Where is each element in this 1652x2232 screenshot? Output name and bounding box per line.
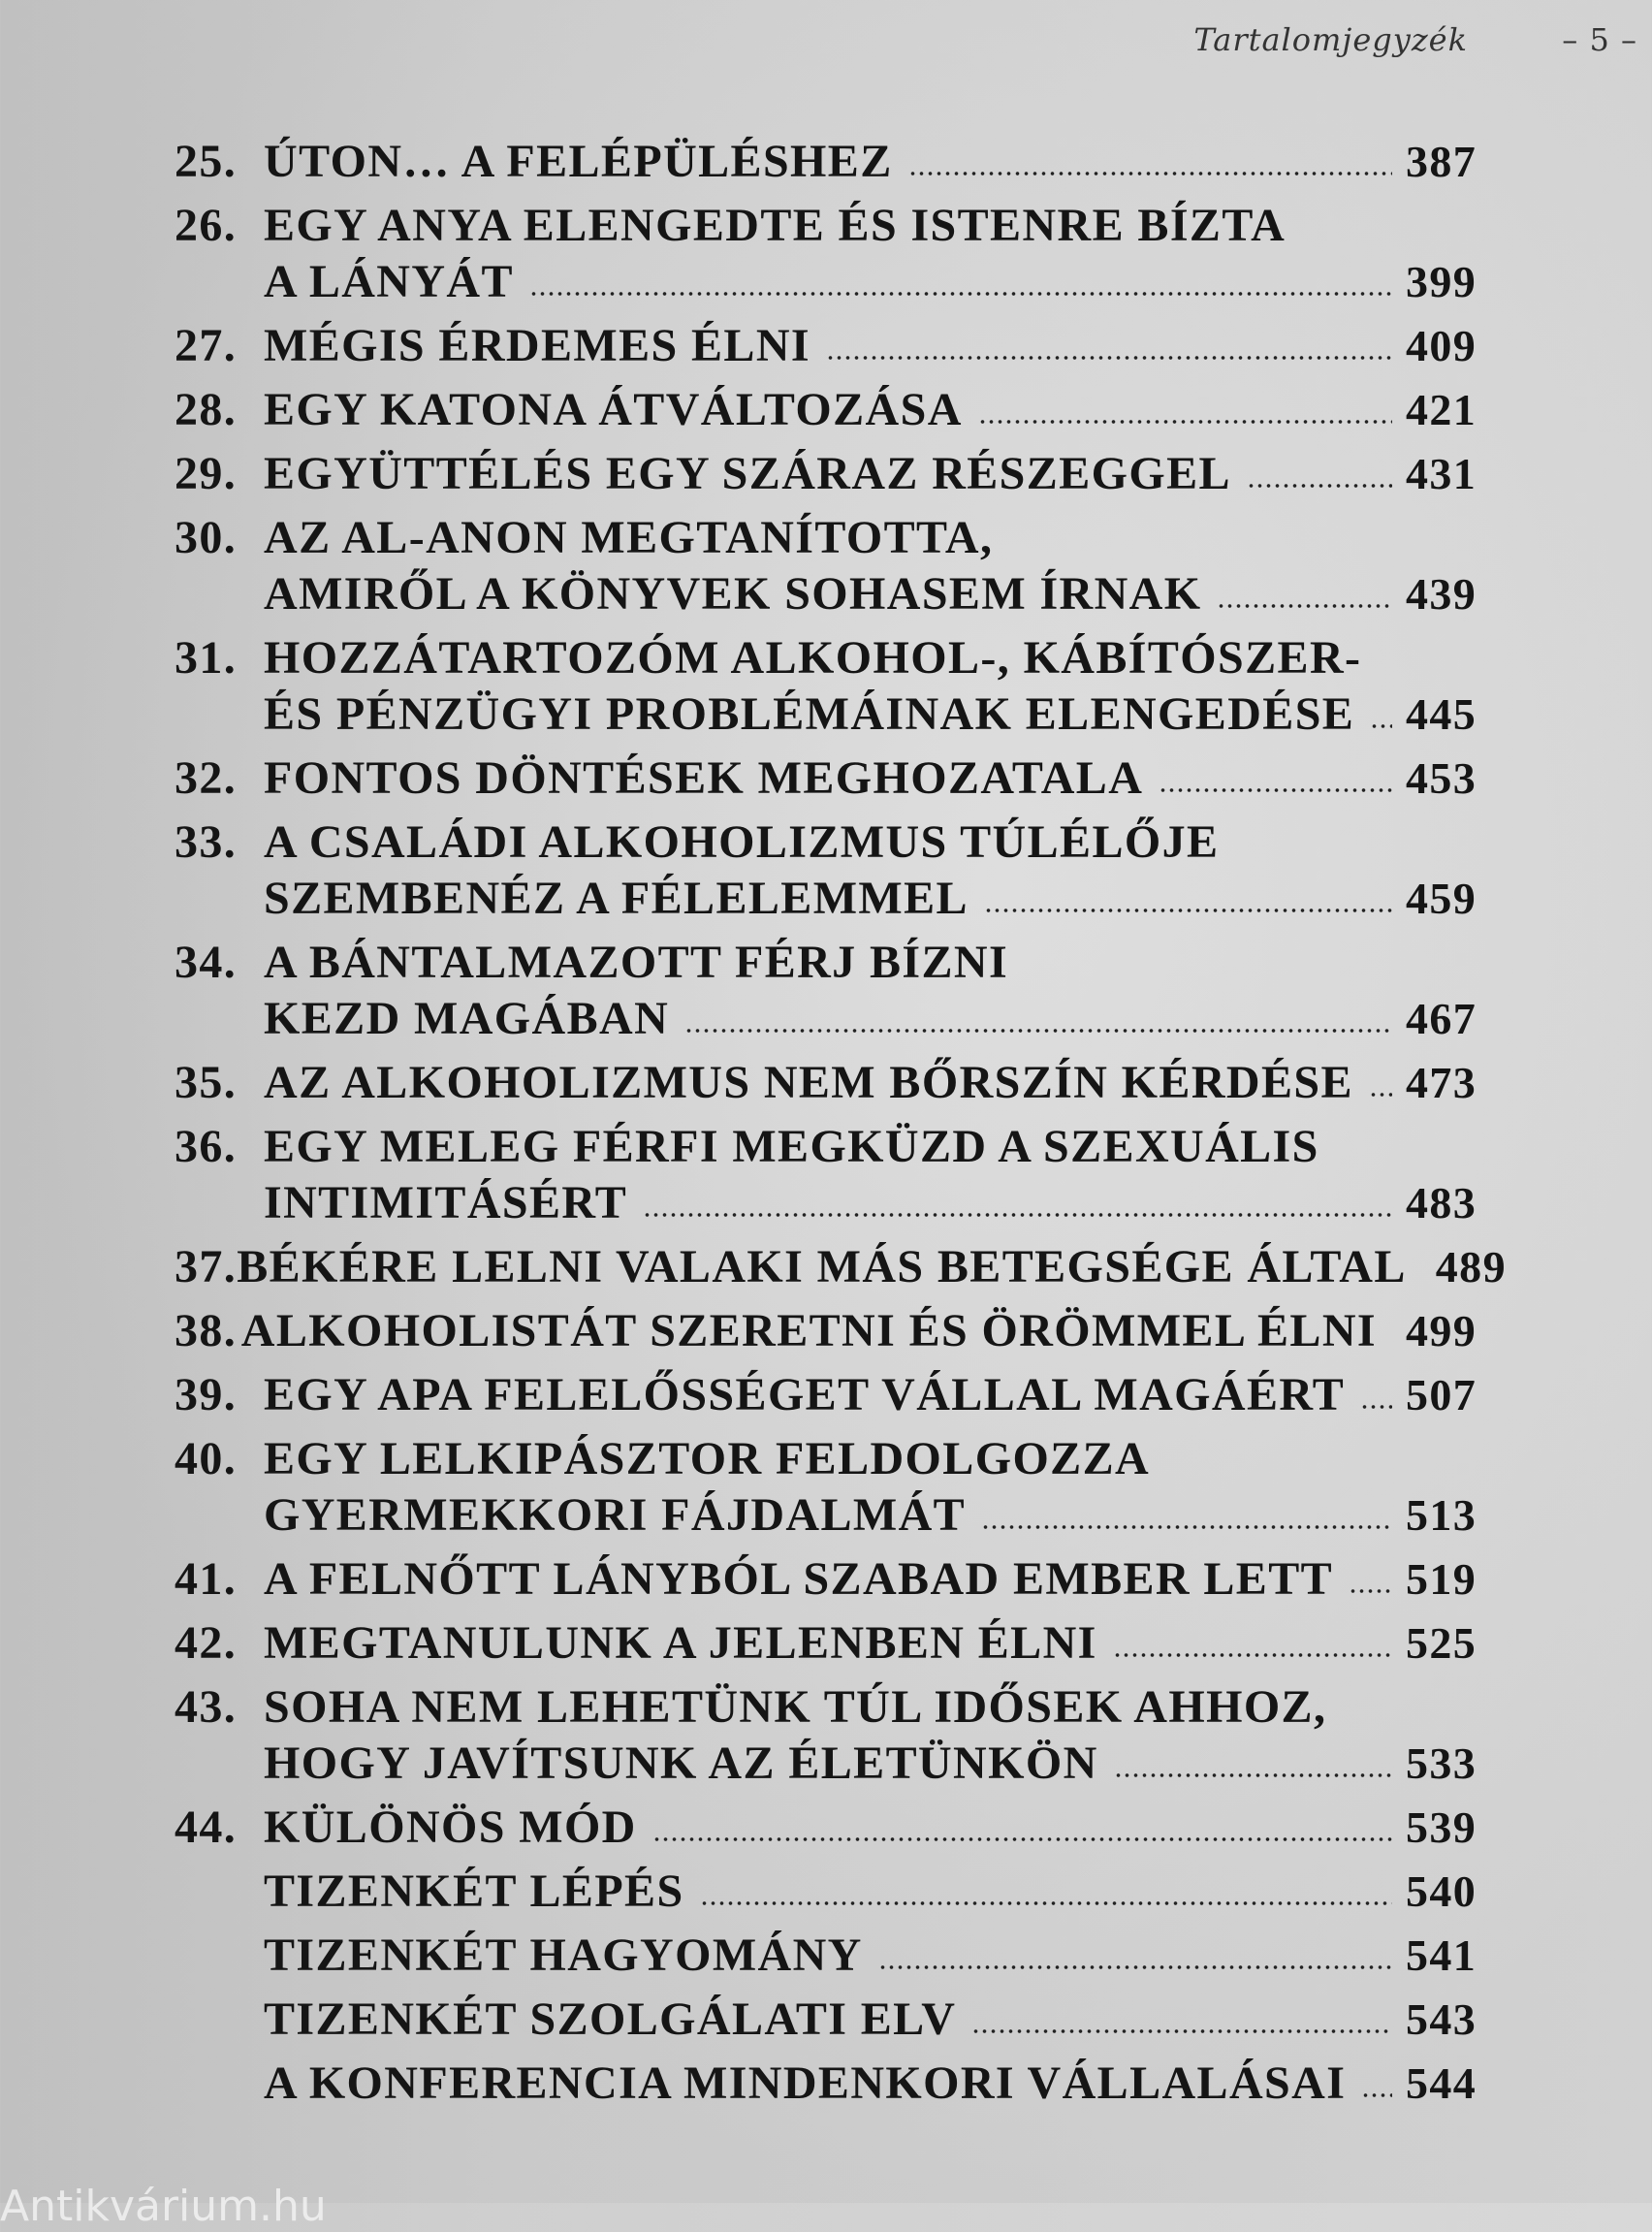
chapter-number: 37. xyxy=(175,1241,238,1292)
chapter-number: 33. xyxy=(175,816,238,868)
toc-entry xyxy=(175,1367,1477,1423)
toc-entry-line xyxy=(175,991,1477,1047)
chapter-title: SZEMBENÉZ A FÉLELEMMEL xyxy=(264,873,969,924)
chapter-number: 43. xyxy=(175,1681,238,1733)
dot-leader xyxy=(684,1028,1392,1034)
chapter-number: 44. xyxy=(175,1802,238,1853)
toc-entry xyxy=(175,1679,1477,1792)
page-number: 439 xyxy=(1406,569,1477,619)
page-number: 507 xyxy=(1406,1370,1477,1419)
toc-entry-line xyxy=(175,814,1474,871)
chapter-title: GYERMEKKORI FÁJDALMÁT xyxy=(264,1489,967,1541)
page-number: 445 xyxy=(1406,689,1477,739)
dot-leader xyxy=(1159,787,1392,793)
header-title: Tartalomjegyzék xyxy=(1193,21,1468,58)
toc-entry-line xyxy=(175,1175,1477,1231)
toc-entry xyxy=(175,1864,1477,1920)
chapter-number: 41. xyxy=(175,1553,238,1605)
toc-entry-line xyxy=(175,750,1477,807)
chapter-title: AZ AL-ANON MEGTANÍTOTTA, xyxy=(264,512,994,563)
chapter-number: 36. xyxy=(175,1121,238,1172)
toc-entry-line xyxy=(175,871,1477,927)
page-number: 525 xyxy=(1406,1618,1477,1668)
chapter-number: 39. xyxy=(175,1369,238,1420)
toc-entry-line xyxy=(175,935,1474,991)
page-number: 483 xyxy=(1406,1178,1477,1228)
chapter-number: 32. xyxy=(175,752,238,804)
toc-entry xyxy=(175,1800,1477,1856)
chapter-title: AMIRŐL A KÖNYVEK SOHASEM ÍRNAK xyxy=(264,568,1202,620)
dot-leader xyxy=(1114,1772,1392,1778)
toc-entry xyxy=(175,1551,1477,1608)
chapter-title: A LÁNYÁT xyxy=(264,256,514,307)
page-number: 409 xyxy=(1406,321,1477,370)
toc-entry xyxy=(175,1239,1507,1295)
dot-leader xyxy=(1349,1588,1392,1594)
page-number: 543 xyxy=(1406,1994,1477,2044)
chapter-title: EGY ANYA ELENGEDTE ÉS ISTENRE BÍZTA xyxy=(264,200,1287,251)
chapter-title: A BÁNTALMAZOTT FÉRJ BÍZNI xyxy=(264,937,1009,988)
page-number: 533 xyxy=(1406,1738,1477,1788)
toc-entry-line xyxy=(175,1487,1477,1544)
page-number: 541 xyxy=(1406,1930,1477,1980)
chapter-number: 31. xyxy=(175,632,238,684)
toc-entry xyxy=(175,630,1477,743)
toc-entry-line xyxy=(175,1615,1477,1672)
toc-entry-line xyxy=(175,1736,1477,1792)
dot-leader xyxy=(1370,723,1392,729)
running-header xyxy=(1193,21,1637,58)
dot-leader xyxy=(700,1900,1392,1906)
chapter-number: 29. xyxy=(175,448,238,499)
chapter-title: KEZD MAGÁBAN xyxy=(264,993,670,1044)
toc-entry xyxy=(175,935,1477,1047)
dot-leader xyxy=(643,1212,1392,1218)
toc-entry-line xyxy=(175,134,1477,190)
page-number: 473 xyxy=(1406,1058,1477,1107)
toc-entry xyxy=(175,1431,1477,1544)
chapter-title: AZ ALKOHOLIZMUS NEM BŐRSZÍN KÉRDÉSE xyxy=(264,1057,1353,1108)
toc-entry-line xyxy=(175,198,1474,254)
chapter-title: EGYÜTTÉLÉS EGY SZÁRAZ RÉSZEGGEL xyxy=(264,448,1231,499)
toc-entry-line xyxy=(175,510,1474,566)
toc-entry xyxy=(175,814,1477,927)
dot-leader xyxy=(971,2028,1392,2034)
toc-entry xyxy=(175,750,1477,807)
chapter-number: 27. xyxy=(175,320,238,371)
toc-entry-line xyxy=(175,446,1477,502)
page-number: 489 xyxy=(1435,1242,1507,1291)
chapter-title: MÉGIS ÉRDEMES ÉLNI xyxy=(264,320,810,371)
dot-leader xyxy=(1361,2092,1392,2098)
page-number: 540 xyxy=(1406,1866,1477,1916)
dot-leader xyxy=(984,908,1392,913)
toc-entry-line xyxy=(175,1679,1474,1736)
chapter-title: A CSALÁDI ALKOHOLIZMUS TÚLÉLŐJE xyxy=(264,816,1220,868)
toc-entry xyxy=(175,1992,1477,2048)
chapter-title: ÚTON… A FELÉPÜLÉSHEZ xyxy=(264,136,893,187)
chapter-title: EGY APA FELELŐSSÉGET VÁLLAL MAGÁÉRT xyxy=(264,1369,1346,1420)
dot-leader xyxy=(978,419,1392,425)
dot-leader xyxy=(981,1524,1392,1530)
chapter-title: KÜLÖNÖS MÓD xyxy=(264,1802,637,1853)
page-number: 431 xyxy=(1406,449,1477,498)
toc-entry xyxy=(175,318,1477,374)
chapter-number: 26. xyxy=(175,200,238,251)
toc-entry-line xyxy=(175,2056,1477,2112)
dot-leader xyxy=(826,355,1392,361)
dot-leader xyxy=(878,1964,1392,1970)
toc-entry-line xyxy=(175,1864,1477,1920)
chapter-title: ÉS PÉNZÜGYI PROBLÉMÁINAK ELENGEDÉSE xyxy=(264,688,1355,740)
watermark: Antikvárium.hu xyxy=(0,2182,327,2231)
page-number: 387 xyxy=(1406,137,1477,186)
toc-entry-line xyxy=(175,254,1477,310)
chapter-title: A FELNŐTT LÁNYBÓL SZABAD EMBER LETT xyxy=(264,1553,1334,1605)
chapter-title: HOGY JAVÍTSUNK AZ ÉLETÜNKÖN xyxy=(264,1738,1098,1789)
chapter-number: 35. xyxy=(175,1057,238,1108)
chapter-title: INTIMITÁSÉRT xyxy=(264,1177,628,1228)
dot-leader xyxy=(529,291,1392,297)
page-number: 519 xyxy=(1406,1554,1477,1604)
page-number: 421 xyxy=(1406,385,1477,434)
chapter-number: 25. xyxy=(175,136,238,187)
chapter-title: EGY KATONA ÁTVÁLTOZÁSA xyxy=(264,384,963,435)
toc-entry-line xyxy=(175,1551,1477,1608)
page-number: 467 xyxy=(1406,994,1477,1043)
chapter-title: FONTOS DÖNTÉSEK MEGHOZATALA xyxy=(264,752,1144,804)
chapter-number: 42. xyxy=(175,1617,238,1669)
toc-entry xyxy=(175,1615,1477,1672)
toc-entry xyxy=(175,382,1477,438)
chapter-number: 28. xyxy=(175,384,238,435)
header-page-number: – 5 – xyxy=(1562,21,1637,58)
chapter-title: BÉKÉRE LELNI VALAKI MÁS BETEGSÉGE ÁLTAL xyxy=(237,1241,1407,1292)
page-number: 453 xyxy=(1406,753,1477,803)
toc-entry xyxy=(175,1119,1477,1231)
page-number: 544 xyxy=(1406,2058,1477,2108)
page-number: 499 xyxy=(1406,1306,1477,1355)
chapter-title: MEGTANULUNK A JELENBEN ÉLNI xyxy=(264,1617,1097,1669)
chapter-title: EGY MELEG FÉRFI MEGKÜZD A SZEXUÁLIS xyxy=(264,1121,1319,1172)
toc-entry-line xyxy=(175,1055,1477,1111)
toc-entry xyxy=(175,1303,1477,1359)
toc-entry-line xyxy=(175,686,1477,743)
toc-entry-line xyxy=(175,1303,1477,1359)
toc-entry-line xyxy=(175,1928,1477,1984)
dot-leader xyxy=(1217,603,1392,609)
dot-leader xyxy=(908,171,1392,176)
toc-entry-line xyxy=(175,382,1477,438)
toc-entry xyxy=(175,198,1477,310)
chapter-title: TIZENKÉT LÉPÉS xyxy=(264,1865,684,1917)
toc-entry xyxy=(175,1055,1477,1111)
chapter-number: 34. xyxy=(175,937,238,988)
toc-entry-line xyxy=(175,1431,1474,1487)
toc-entry xyxy=(175,134,1477,190)
dot-leader xyxy=(1113,1652,1392,1658)
toc-entry-line xyxy=(175,1119,1474,1175)
chapter-number: 40. xyxy=(175,1433,238,1484)
page-number: 399 xyxy=(1406,257,1477,306)
dot-leader xyxy=(1247,483,1392,489)
chapter-title: EGY LELKIPÁSZTOR FELDOLGOZZA xyxy=(264,1433,1151,1484)
chapter-title: SOHA NEM LEHETÜNK TÚL IDŐSEK AHHOZ, xyxy=(264,1681,1327,1733)
chapter-title: ALKOHOLISTÁT SZERETNI ÉS ÖRÖMMEL ÉLNI xyxy=(240,1305,1377,1356)
table-of-contents xyxy=(175,134,1507,2120)
page-number: 539 xyxy=(1406,1802,1477,1852)
page-number: 513 xyxy=(1406,1490,1477,1540)
page-number: 459 xyxy=(1406,874,1477,923)
dot-leader xyxy=(1369,1092,1392,1098)
chapter-title: TIZENKÉT HAGYOMÁNY xyxy=(264,1929,863,1981)
toc-entry xyxy=(175,510,1477,622)
toc-entry-line xyxy=(175,318,1477,374)
toc-entry xyxy=(175,1928,1477,1984)
toc-entry-line xyxy=(175,566,1477,622)
toc-entry-line xyxy=(175,1367,1477,1423)
chapter-title: A KONFERENCIA MINDENKORI VÁLLALÁSAI xyxy=(264,2057,1347,2109)
toc-entry xyxy=(175,2056,1477,2112)
chapter-number: 38. xyxy=(175,1305,238,1356)
chapter-number: 30. xyxy=(175,512,238,563)
dot-leader xyxy=(1360,1404,1392,1410)
toc-entry-line xyxy=(175,1239,1507,1295)
toc-entry-line xyxy=(175,1992,1477,2048)
toc-entry-line xyxy=(175,1800,1477,1856)
dot-leader xyxy=(652,1836,1392,1842)
chapter-title: HOZZÁTARTOZÓM ALKOHOL-, KÁBÍTÓSZER- xyxy=(264,632,1362,684)
chapter-title: TIZENKÉT SZOLGÁLATI ELV xyxy=(264,1993,957,2045)
toc-entry-line xyxy=(175,630,1474,686)
toc-entry xyxy=(175,446,1477,502)
